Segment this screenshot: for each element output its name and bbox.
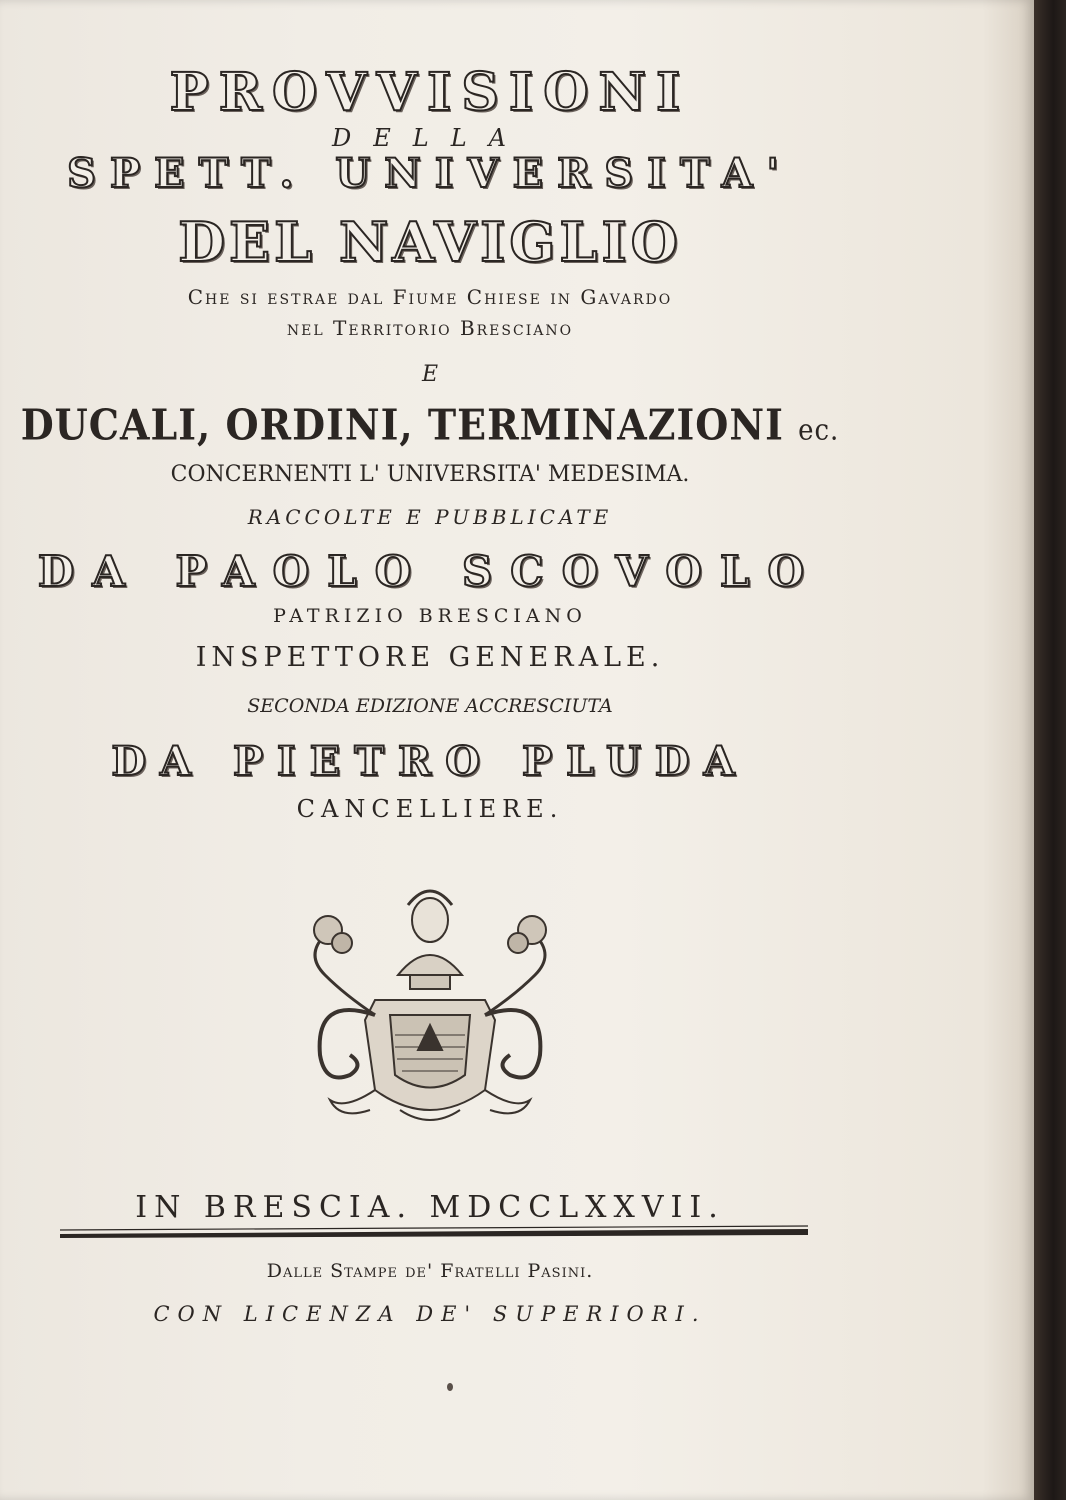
printed-rule: [60, 1225, 808, 1239]
book-edge: [1034, 0, 1066, 1500]
concernenti-line: CONCERNENTI L' UNIVERSITA' MEDESIMA.: [170, 462, 690, 487]
della-line: DELLA: [332, 124, 528, 152]
raccolte-line: RACCOLTE E PUBBLICATE: [247, 505, 613, 529]
ink-speck: [447, 1383, 453, 1391]
author-title-2: INSPETTORE GENERALE.: [195, 642, 665, 673]
ducali-line: [0, 400, 860, 450]
editor-title: CANCELLIERE.: [296, 795, 564, 823]
main-title: PROVVISIONI: [169, 62, 691, 123]
license-line: CON LICENZA DE' SUPERIORI.: [153, 1302, 707, 1326]
subtitle-line-1: Che si estrae dal Fiume Chiese in Gavardo: [187, 285, 673, 309]
ducali-text: DUCALI, ORDINI, TERMINAZIONI: [20, 399, 784, 450]
printer-line: Dalle Stampe de' Fratelli Pasini.: [266, 1260, 594, 1282]
editor-line: DA PIETRO PLUDA: [111, 738, 749, 785]
author-title-1: PATRIZIO BRESCIANO: [273, 605, 587, 627]
printers-ornament-icon: [280, 875, 580, 1145]
ecc-text: ec.: [798, 414, 840, 448]
naviglio-line: DEL NAVIGLIO: [178, 210, 682, 274]
imprint-place-date: IN BRESCIA. MDCCLXXVII.: [135, 1190, 725, 1225]
edition-line: SECONDA EDIZIONE ACCRESCIUTA: [247, 695, 613, 717]
author-line: DA PAOLO SCOVOLO: [37, 547, 823, 596]
universita-line: SPETT. UNIVERSITA': [67, 150, 793, 197]
conjunction-e: E: [421, 362, 439, 387]
subtitle-line-2: nel Territorio Bresciano: [286, 316, 574, 340]
